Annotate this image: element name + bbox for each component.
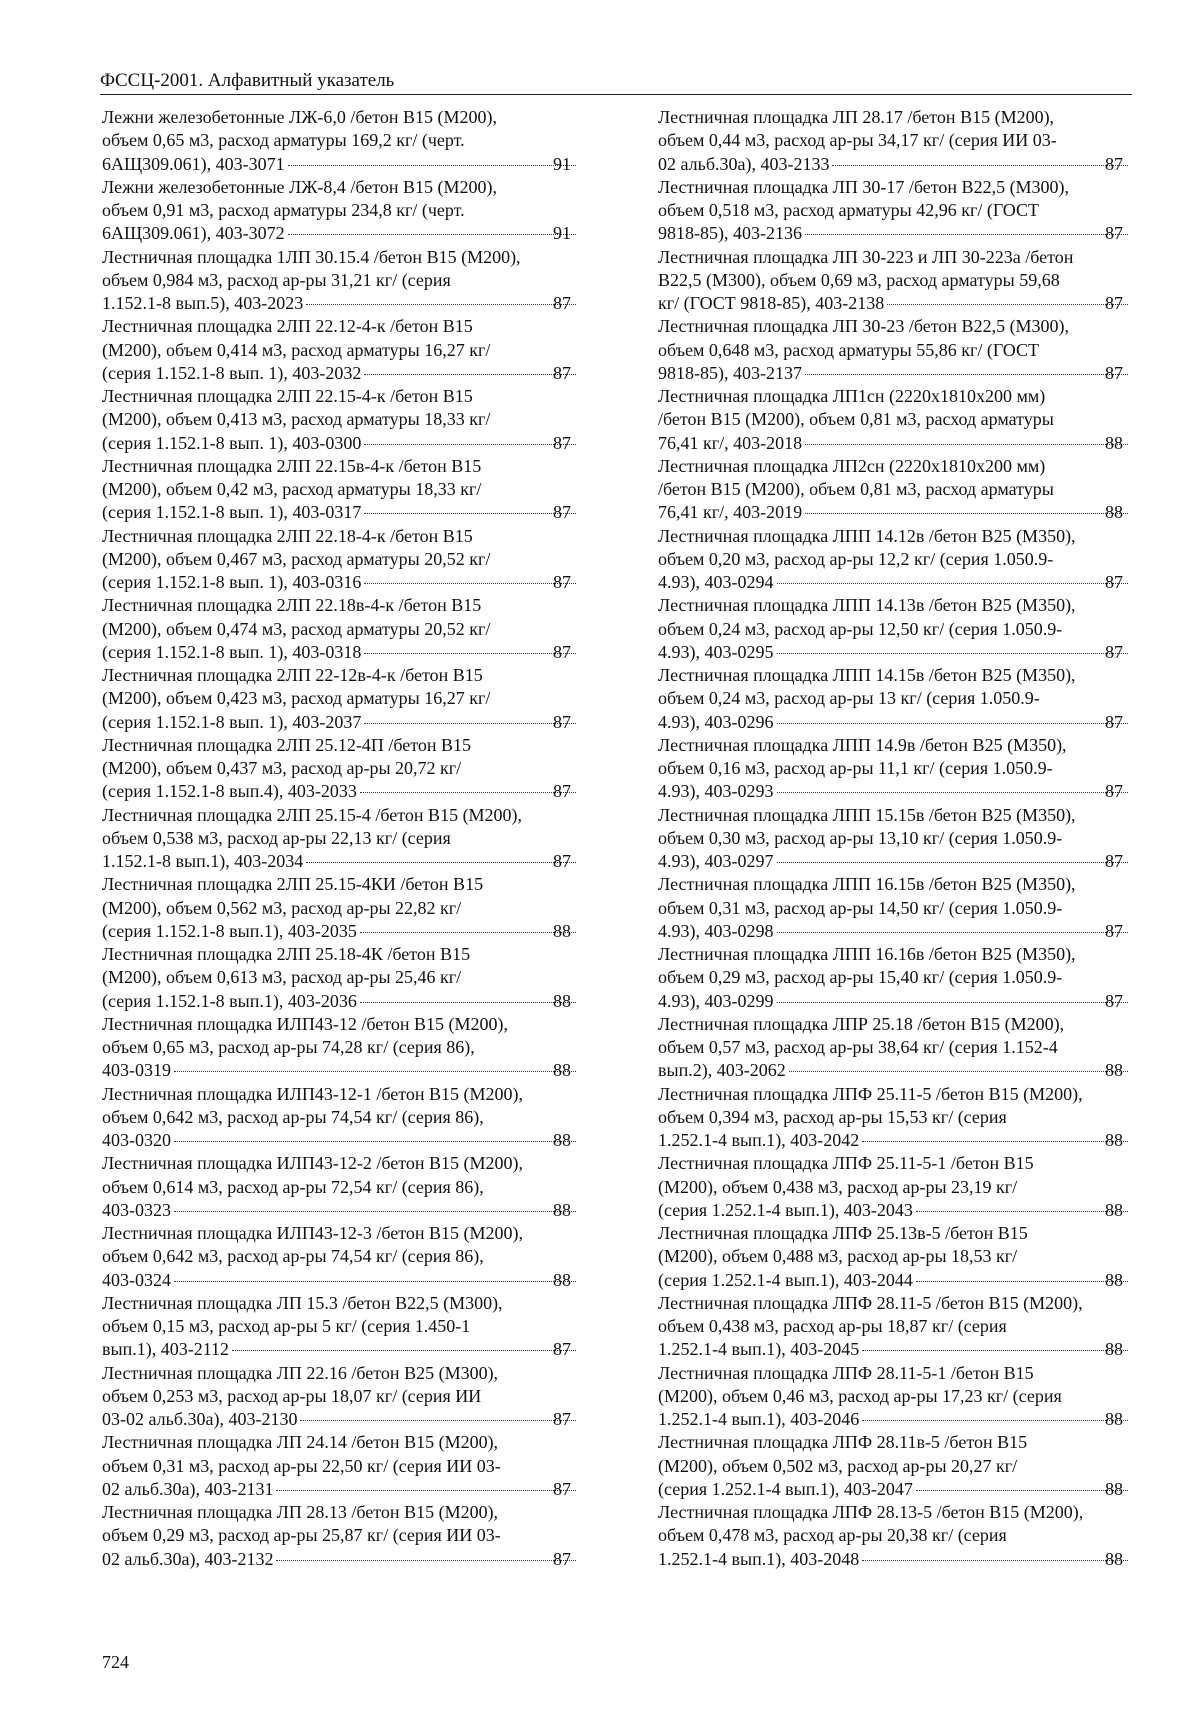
index-entry-last-line: (серия 1.152.1-8 вып.1), 403-2035 88 (128, 920, 579, 943)
index-entry-line: объем 0,20 м3, расход ар-ры 12,2 кг/ (серия 1.050.9- (658, 548, 1054, 569)
index-entry-last-line: (серия 1.252.1-4 вып.1), 403-2044 88 (684, 1269, 1131, 1292)
dot-leader (777, 583, 1129, 584)
index-entry (658, 734, 1131, 804)
index-entry-reference: (серия 1.152.1-8 вып. 1), 403-0300 (102, 432, 362, 453)
index-entry-line: Лестничная площадка 2ЛП 22.18-4-к /бетон В15 (102, 525, 473, 546)
page-header (100, 70, 1132, 95)
dot-leader (360, 792, 576, 793)
dot-leader (232, 1350, 576, 1351)
index-entry-last-line: (серия 1.152.1-8 вып.1), 403-2036 88 (128, 990, 579, 1013)
index-entry (102, 804, 579, 874)
dot-leader (777, 792, 1129, 793)
index-entry-line: (М200), объем 0,413 м3, расход арматуры 18,33 кг/ (102, 409, 491, 430)
index-entry-line: Лестничная площадка ЛПП 14.12в /бетон В25 (М350), (658, 525, 1076, 546)
dot-leader (777, 653, 1129, 654)
index-entry-line: объем 0,253 м3, расход ар-ры 18,07 кг/ (серия ИИ (102, 1385, 482, 1406)
index-entry-last-line: 4.93), 403-0294 87 (684, 571, 1131, 594)
index-entry (658, 1083, 1131, 1153)
index-entry-last-line: 9818-85), 403-2137 87 (684, 362, 1131, 385)
index-entry-last-line: 76,41 кг/, 403-2019 88 (684, 501, 1131, 524)
index-entry-line: Лестничная площадка 2ЛП 22.15-4-к /бетон В15 (102, 386, 473, 406)
index-entry-last-line: 6АЩ309.061), 403-3072 91 (128, 222, 579, 245)
index-entry-line: Лестничная площадка ЛП 24.14 /бетон В15 (М200), (102, 1432, 499, 1453)
index-entry-reference: 1.152.1-8 вып.5), 403-2023 (102, 293, 304, 313)
index-entry (658, 385, 1131, 455)
index-entry-reference: (серия 1.152.1-8 вып.1), 403-2036 (102, 990, 357, 1011)
dot-leader (364, 583, 576, 584)
index-entry-reference: (серия 1.252.1-4 вып.1), 403-2044 (658, 1269, 913, 1290)
index-entry-reference: (серия 1.152.1-8 вып.1), 403-2035 (102, 920, 357, 941)
index-entry-line: Лестничная площадка ЛПП 16.16в /бетон В25 (М350), (658, 944, 1076, 964)
index-entry-reference: 403-0323 (102, 1199, 171, 1220)
index-entry-line: Лежни железобетонные ЛЖ-8,4 /бетон В15 (М200), (102, 176, 498, 197)
index-entry-line: Лестничная площадка ИЛП43-12-2 /бетон В15 (М200), (102, 1153, 524, 1174)
index-entry-line: объем 0,29 м3, расход ар-ры 15,40 кг/ (серия 1.050.9- (658, 967, 1063, 988)
index-entry-reference: (серия 1.152.1-8 вып. 1), 403-2037 (102, 711, 362, 732)
dot-leader (288, 234, 576, 235)
index-entry-line: объем 0,57 м3, расход ар-ры 38,64 кг/ (серия 1.152-4 (658, 1037, 1058, 1057)
index-entry (658, 873, 1131, 943)
index-entry-reference: (серия 1.152.1-8 вып. 1), 403-0317 (102, 502, 362, 523)
index-entry (102, 455, 579, 525)
index-entry-line: Лестничная площадка 2ЛП 22.18в-4-к /бетон В15 (102, 595, 482, 616)
index-entry-line: В22,5 (М300), объем 0,69 м3, расход арматуры 59,68 (658, 269, 1060, 290)
index-entry (102, 1222, 579, 1292)
index-entry-last-line: вып.2), 403-2062 88 (684, 1059, 1131, 1082)
index-entry-line: Лестничная площадка ЛП 30-23 /бетон В22,5 (М300), (658, 316, 1070, 337)
index-entry-reference: кг/ (ГОСТ 9818-85), 403-2138 (658, 293, 885, 313)
index-entry (102, 1431, 579, 1501)
index-entry-line: Лестничная площадка ИЛП43-12-3 /бетон В15 (М200), (102, 1223, 524, 1243)
index-entry-line: объем 0,648 м3, расход арматуры 55,86 кг/ (ГОСТ (658, 339, 1040, 360)
index-entry-reference: вып.1), 403-2112 (102, 1339, 230, 1360)
index-entry-line: Лестничная площадка 1ЛП 30.15.4 /бетон В15 (М200), (102, 246, 521, 267)
index-entry-line: Лестничная площадка 2ЛП 25.12-4П /бетон В15 (102, 734, 472, 755)
index-entry-last-line: 4.93), 403-0298 87 (684, 920, 1131, 943)
index-entry (658, 106, 1131, 176)
index-entry-last-line: 03-02 альб.30а), 403-2130 87 (128, 1408, 579, 1431)
dot-leader (862, 1420, 1128, 1421)
index-entry (102, 385, 579, 455)
dot-leader (364, 444, 576, 445)
index-entry-reference: 1.252.1-4 вып.1), 403-2048 (658, 1548, 860, 1569)
dot-leader (832, 165, 1128, 166)
index-entry-last-line: (серия 1.152.1-8 вып. 1), 403-0317 87 (128, 501, 579, 524)
index-entry-last-line: 4.93), 403-0296 87 (684, 711, 1131, 734)
index-entry-line: Лестничная площадка ЛПФ 25.11-5 /бетон В15 (М200), (658, 1083, 1083, 1104)
index-entry-reference: (серия 1.152.1-8 вып.4), 403-2033 (102, 781, 357, 802)
index-entry-line: (М200), объем 0,562 м3, расход ар-ры 22,82 кг/ (102, 897, 462, 918)
index-entry-line: Лестничная площадка ЛПР 25.18 /бетон В15 (М200), (658, 1013, 1065, 1034)
index-entry-line: объем 0,24 м3, расход ар-ры 12,50 кг/ (серия 1.050.9- (658, 618, 1063, 639)
index-entry-line: объем 0,65 м3, расход ар-ры 74,28 кг/ (серия 86), (102, 1037, 475, 1057)
index-entry (102, 106, 579, 176)
dot-leader (777, 862, 1129, 863)
index-entry-last-line: 02 альб.30а), 403-2133 87 (684, 153, 1131, 176)
index-entry-reference: 4.93), 403-0295 (658, 641, 774, 662)
dot-leader (916, 1281, 1128, 1282)
index-entry-last-line: 403-0323 88 (128, 1199, 579, 1222)
index-entry (658, 1222, 1131, 1292)
index-entry-reference: 02 альб.30а), 403-2131 (102, 1478, 274, 1499)
index-entry (658, 1152, 1131, 1222)
index-entry (102, 664, 579, 734)
index-entry-reference: 4.93), 403-0298 (658, 920, 774, 941)
index-entry-line: объем 0,642 м3, расход ар-ры 74,54 кг/ (серия 86), (102, 1246, 484, 1267)
index-entry-line: Лестничная площадка ЛП1сн (2220х1810х200 мм) (658, 386, 1046, 406)
dot-leader (300, 1420, 576, 1421)
index-entry-line: (М200), объем 0,613 м3, расход ар-ры 25,46 кг/ (102, 967, 462, 988)
index-entry (102, 1152, 579, 1222)
index-entry-last-line: 403-0319 88 (128, 1059, 579, 1082)
index-entry-line: объем 0,31 м3, расход ар-ры 14,50 кг/ (серия 1.050.9- (658, 897, 1063, 918)
index-entry-last-line: 76,41 кг/, 403-2018 88 (684, 432, 1131, 455)
index-entry (658, 315, 1131, 385)
index-entry-line: (М200), объем 0,46 м3, расход ар-ры 17,23 кг/ (серия (658, 1385, 1062, 1406)
dot-leader (777, 1002, 1129, 1003)
index-entry-last-line: 1.252.1-4 вып.1), 403-2045 88 (684, 1338, 1131, 1361)
index-entry-line: Лестничная площадка 2ЛП 22.15в-4-к /бетон В15 (102, 455, 482, 476)
dot-leader (862, 1560, 1128, 1561)
index-entry-last-line: 6АЩ309.061), 403-3071 91 (128, 153, 579, 176)
index-entry-line: Лестничная площадка ЛПП 14.15в /бетон В25 (М350), (658, 665, 1076, 685)
index-entry-line: объем 0,91 м3, расход арматуры 234,8 кг/ (черт. (102, 200, 465, 220)
index-entry-reference: 03-02 альб.30а), 403-2130 (102, 1409, 298, 1429)
index-entry-reference: 4.93), 403-0296 (658, 711, 774, 732)
index-entry-reference: 6АЩ309.061), 403-3071 (102, 153, 285, 174)
index-entry-line: (М200), объем 0,438 м3, расход ар-ры 23,19 кг/ (658, 1176, 1018, 1197)
index-entry-line: объем 0,29 м3, расход ар-ры 25,87 кг/ (серия ИИ 03- (102, 1525, 501, 1546)
index-entry-reference: 403-0320 (102, 1130, 171, 1150)
index-entry-line: объем 0,438 м3, расход ар-ры 18,87 кг/ (серия (658, 1316, 1007, 1336)
index-entry-reference: (серия 1.152.1-8 вып. 1), 403-0316 (102, 572, 362, 592)
index-entry-line: объем 0,15 м3, расход ар-ры 5 кг/ (серия 1.450-1 (102, 1316, 471, 1336)
index-entry-line: Лестничная площадка ЛП 30-223 и ЛП 30-223а /бетон (658, 246, 1074, 267)
index-entry-reference: 02 альб.30а), 403-2133 (658, 153, 830, 174)
index-entry (102, 176, 579, 246)
page-header-title: ФССЦ-2001. Алфавитный указатель (100, 70, 395, 91)
dot-leader (360, 1002, 576, 1003)
index-entry-last-line: кг/ (ГОСТ 9818-85), 403-2138 87 (684, 292, 1131, 315)
index-entry (102, 1501, 579, 1571)
dot-leader (174, 1281, 576, 1282)
index-entry-reference: 76,41 кг/, 403-2019 (658, 502, 803, 523)
index-entry-reference: 9818-85), 403-2137 (658, 362, 802, 383)
index-entry (102, 1362, 579, 1432)
index-entry-line: Лестничная площадка ЛПФ 28.13-5 /бетон В15 (М200), (658, 1502, 1084, 1522)
index-entry-reference: 76,41 кг/, 403-2018 (658, 432, 803, 453)
index-entry-line: (М200), объем 0,437 м3, расход ар-ры 20,72 кг/ (102, 758, 462, 778)
dot-leader (805, 374, 1128, 375)
index-entry-line: (М200), объем 0,474 м3, расход арматуры 20,52 кг/ (102, 618, 491, 639)
index-entry-reference: 1.252.1-4 вып.1), 403-2046 (658, 1409, 860, 1429)
index-entry (658, 176, 1131, 246)
index-entry-last-line: (серия 1.152.1-8 вып. 1), 403-0316 87 (128, 571, 579, 594)
index-entry-reference: 9818-85), 403-2136 (658, 223, 802, 244)
index-entry-last-line: 1.152.1-8 вып.5), 403-2023 87 (128, 292, 579, 315)
index-entry-reference: 02 альб.30а), 403-2132 (102, 1548, 274, 1569)
index-entry-reference: 403-0324 (102, 1269, 171, 1290)
dot-leader (174, 1141, 576, 1142)
index-entry-line: объем 0,31 м3, расход ар-ры 22,50 кг/ (серия ИИ 03- (102, 1455, 501, 1476)
index-entry (102, 525, 579, 595)
dot-leader (174, 1211, 576, 1212)
index-entry (102, 315, 579, 385)
index-entry-line: Лестничная площадка 2ЛП 22.12-4-к /бетон В15 (102, 316, 473, 337)
index-entry (658, 525, 1131, 595)
index-entry-line: Лестничная площадка ЛП 22.16 /бетон В25 (М300), (102, 1362, 499, 1383)
index-entry (102, 943, 579, 1013)
dot-leader (805, 234, 1128, 235)
index-entry (102, 246, 579, 316)
index-entry-line: объем 0,65 м3, расход арматуры 169,2 кг/ (черт. (102, 130, 465, 151)
dot-leader (364, 513, 576, 514)
index-entry-reference: 403-0319 (102, 1060, 171, 1081)
index-entry-line: Лестничная площадка ЛП 28.17 /бетон В15 (М200), (658, 107, 1055, 127)
index-entry-reference: 4.93), 403-0294 (658, 572, 774, 592)
index-entry-line: объем 0,642 м3, расход ар-ры 74,54 кг/ (серия 86), (102, 1106, 484, 1127)
index-entry (658, 455, 1131, 525)
dot-leader (862, 1350, 1128, 1351)
index-entry (658, 804, 1131, 874)
dot-leader (288, 165, 576, 166)
dot-leader (805, 444, 1128, 445)
index-entry-last-line: 1.252.1-4 вып.1), 403-2046 88 (684, 1408, 1131, 1431)
index-entry-line: (М200), объем 0,488 м3, расход ар-ры 18,53 кг/ (658, 1246, 1018, 1267)
index-entry-line: объем 0,538 м3, расход ар-ры 22,13 кг/ (серия (102, 827, 451, 848)
index-entry-last-line: 1.252.1-4 вып.1), 403-2048 88 (684, 1548, 1131, 1571)
index-entry-line: Лежни железобетонные ЛЖ-6,0 /бетон В15 (М200), (102, 107, 498, 127)
index-entry (102, 734, 579, 804)
index-entry-line: Лестничная площадка 2ЛП 22-12в-4-к /бетон В15 (102, 665, 483, 685)
dot-leader (364, 374, 576, 375)
index-entry (102, 1083, 579, 1153)
index-entry (658, 594, 1131, 664)
index-entry-line: объем 0,518 м3, расход арматуры 42,96 кг/ (ГОСТ (658, 200, 1040, 220)
index-entry-line: объем 0,394 м3, расход ар-ры 15,53 кг/ (серия (658, 1106, 1007, 1127)
dot-leader (174, 1071, 576, 1072)
index-entry-reference: 1.252.1-4 вып.1), 403-2042 (658, 1130, 860, 1150)
index-entry (658, 1362, 1131, 1432)
index-entry-line: Лестничная площадка ЛП 15.3 /бетон В22,5 (М300), (102, 1292, 503, 1313)
index-entry-last-line: 1.252.1-4 вып.1), 403-2042 88 (684, 1129, 1131, 1152)
dot-leader (364, 653, 576, 654)
dot-leader (916, 1211, 1128, 1212)
index-entry-line: (М200), объем 0,42 м3, расход арматуры 18,33 кг/ (102, 479, 482, 499)
index-entry-line: /бетон В15 (М200), объем 0,81 м3, расход арматуры (658, 479, 1054, 499)
index-entry-line: Лестничная площадка ЛПП 15.15в /бетон В25 (М350), (658, 804, 1076, 825)
index-entry-line: объем 0,984 м3, расход ар-ры 31,21 кг/ (серия (102, 269, 451, 290)
page-number: 724 (102, 1652, 129, 1672)
index-entry-line: (М200), объем 0,423 м3, расход арматуры 16,27 кг/ (102, 688, 491, 709)
index-entry-line: /бетон В15 (М200), объем 0,81 м3, расход арматуры (658, 409, 1054, 430)
index-entry-line: Лестничная площадка ЛП2сн (2220х1810х200 мм) (658, 455, 1046, 476)
index-entry-last-line: (серия 1.252.1-4 вып.1), 403-2043 88 (684, 1199, 1131, 1222)
dot-leader (306, 304, 576, 305)
index-entry-reference: (серия 1.252.1-4 вып.1), 403-2047 (658, 1478, 913, 1499)
index-entry-reference: (серия 1.152.1-8 вып. 1), 403-0318 (102, 641, 362, 662)
index-entry-last-line: 4.93), 403-0293 87 (684, 780, 1131, 803)
index-entry-last-line: (серия 1.152.1-8 вып. 1), 403-0300 87 (128, 432, 579, 455)
index-entry-line: Лестничная площадка 2ЛП 25.15-4КИ /бетон В15 (102, 874, 484, 895)
index-entry-reference: 4.93), 403-0299 (658, 990, 774, 1011)
index-entry-last-line: (серия 1.252.1-4 вып.1), 403-2047 88 (684, 1478, 1131, 1501)
index-entry-line: Лестничная площадка ЛПФ 28.11-5 /бетон В15 (М200), (658, 1292, 1083, 1313)
index-entry-line: Лестничная площадка ЛПФ 28.11в-5 /бетон В15 (658, 1432, 1028, 1453)
index-entry-last-line: 1.152.1-8 вып.1), 403-2034 87 (128, 850, 579, 873)
index-entry-reference: 6АЩ309.061), 403-3072 (102, 223, 285, 244)
index-entry-reference: (серия 1.152.1-8 вып. 1), 403-2032 (102, 362, 362, 383)
index-entry-line: Лестничная площадка ИЛП43-12 /бетон В15 (М200), (102, 1013, 509, 1034)
index-entry-reference: 1.152.1-8 вып.1), 403-2034 (102, 851, 304, 871)
dot-leader (360, 932, 576, 933)
index-entry-last-line: (серия 1.152.1-8 вып. 1), 403-2037 87 (128, 711, 579, 734)
dot-leader (887, 304, 1128, 305)
index-entry-line: (М200), объем 0,467 м3, расход арматуры 20,52 кг/ (102, 548, 491, 569)
index-entry (658, 1431, 1131, 1501)
index-entry-line: (М200), объем 0,502 м3, расход ар-ры 20,27 кг/ (658, 1455, 1018, 1476)
index-entry-line: объем 0,30 м3, расход ар-ры 13,10 кг/ (серия 1.050.9- (658, 827, 1063, 848)
dot-leader (364, 723, 576, 724)
index-column-left (102, 106, 579, 1571)
dot-leader (777, 723, 1129, 724)
index-entry (102, 1013, 579, 1083)
index-entry-line: Лестничная площадка ЛПП 14.13в /бетон В25 (М350), (658, 595, 1076, 616)
index-entry-line: объем 0,16 м3, расход ар-ры 11,1 кг/ (серия 1.050.9- (658, 758, 1053, 778)
index-entry-line: объем 0,44 м3, расход ар-ры 34,17 кг/ (серия ИИ 03- (658, 130, 1057, 151)
index-entry-line: объем 0,478 м3, расход ар-ры 20,38 кг/ (серия (658, 1525, 1007, 1546)
index-entry (658, 1292, 1131, 1362)
index-entry-last-line: 02 альб.30а), 403-2131 87 (128, 1478, 579, 1501)
dot-leader (306, 862, 576, 863)
index-entry-line: Лестничная площадка ЛПФ 25.13в-5 /бетон В15 (658, 1223, 1028, 1243)
dot-leader (805, 513, 1128, 514)
dot-leader (916, 1490, 1128, 1491)
index-entry-reference: (серия 1.252.1-4 вып.1), 403-2043 (658, 1199, 913, 1220)
dot-leader (777, 932, 1129, 933)
index-entry-last-line: 403-0324 88 (128, 1269, 579, 1292)
index-entry-reference: 4.93), 403-0297 (658, 851, 774, 871)
index-entry-last-line: 9818-85), 403-2136 87 (684, 222, 1131, 245)
index-entry-last-line: 4.93), 403-0295 87 (684, 641, 1131, 664)
index-entry-last-line: (серия 1.152.1-8 вып. 1), 403-0318 87 (128, 641, 579, 664)
index-entry (658, 664, 1131, 734)
index-entry-line: Лестничная площадка ЛП 28.13 /бетон В15 (М200), (102, 1502, 499, 1522)
index-entry-last-line: вып.1), 403-2112 87 (128, 1338, 579, 1361)
index-entry (102, 594, 579, 664)
index-entry-line: Лестничная площадка 2ЛП 25.15-4 /бетон В15 (М200), (102, 804, 523, 825)
dot-leader (862, 1141, 1128, 1142)
index-entry (658, 246, 1131, 316)
index-entry-last-line: 02 альб.30а), 403-2132 87 (128, 1548, 579, 1571)
index-entry-last-line: 403-0320 88 (128, 1129, 579, 1152)
index-entry (658, 943, 1131, 1013)
index-entry (658, 1013, 1131, 1083)
index-entry-last-line: 4.93), 403-0299 87 (684, 990, 1131, 1013)
index-entry-line: объем 0,24 м3, расход ар-ры 13 кг/ (серия 1.050.9- (658, 688, 1040, 709)
index-entry-line: объем 0,614 м3, расход ар-ры 72,54 кг/ (серия 86), (102, 1176, 484, 1197)
index-entry (658, 1501, 1131, 1571)
dot-leader (276, 1490, 576, 1491)
index-entry-line: (М200), объем 0,414 м3, расход арматуры 16,27 кг/ (102, 339, 491, 360)
index-entry-line: Лестничная площадка ЛПП 14.9в /бетон В25 (М350), (658, 734, 1067, 755)
index-entry-line: Лестничная площадка 2ЛП 25.18-4К /бетон В15 (102, 944, 471, 964)
index-entry-line: Лестничная площадка ЛП 30-17 /бетон В22,5 (М300), (658, 176, 1070, 197)
index-entry-last-line: (серия 1.152.1-8 вып.4), 403-2033 87 (128, 780, 579, 803)
dot-leader (789, 1071, 1128, 1072)
index-entry-line: Лестничная площадка ЛПФ 28.11-5-1 /бетон В15 (658, 1362, 1034, 1383)
index-entry-reference: 1.252.1-4 вып.1), 403-2045 (658, 1339, 860, 1360)
index-entry-reference: вып.2), 403-2062 (658, 1060, 786, 1081)
index-column-right (658, 106, 1131, 1571)
index-entry-line: Лестничная площадка ЛПП 16.15в /бетон В25 (М350), (658, 874, 1076, 895)
index-entry-last-line: 4.93), 403-0297 87 (684, 850, 1131, 873)
index-entry-last-line: (серия 1.152.1-8 вып. 1), 403-2032 87 (128, 362, 579, 385)
index-entry-reference: 4.93), 403-0293 (658, 781, 774, 802)
index-entry-line: Лестничная площадка ЛПФ 25.11-5-1 /бетон В15 (658, 1153, 1034, 1174)
dot-leader (276, 1560, 576, 1561)
index-entry (102, 873, 579, 943)
index-entry-line: Лестничная площадка ИЛП43-12-1 /бетон В15 (М200), (102, 1083, 524, 1104)
index-entry (102, 1292, 579, 1362)
